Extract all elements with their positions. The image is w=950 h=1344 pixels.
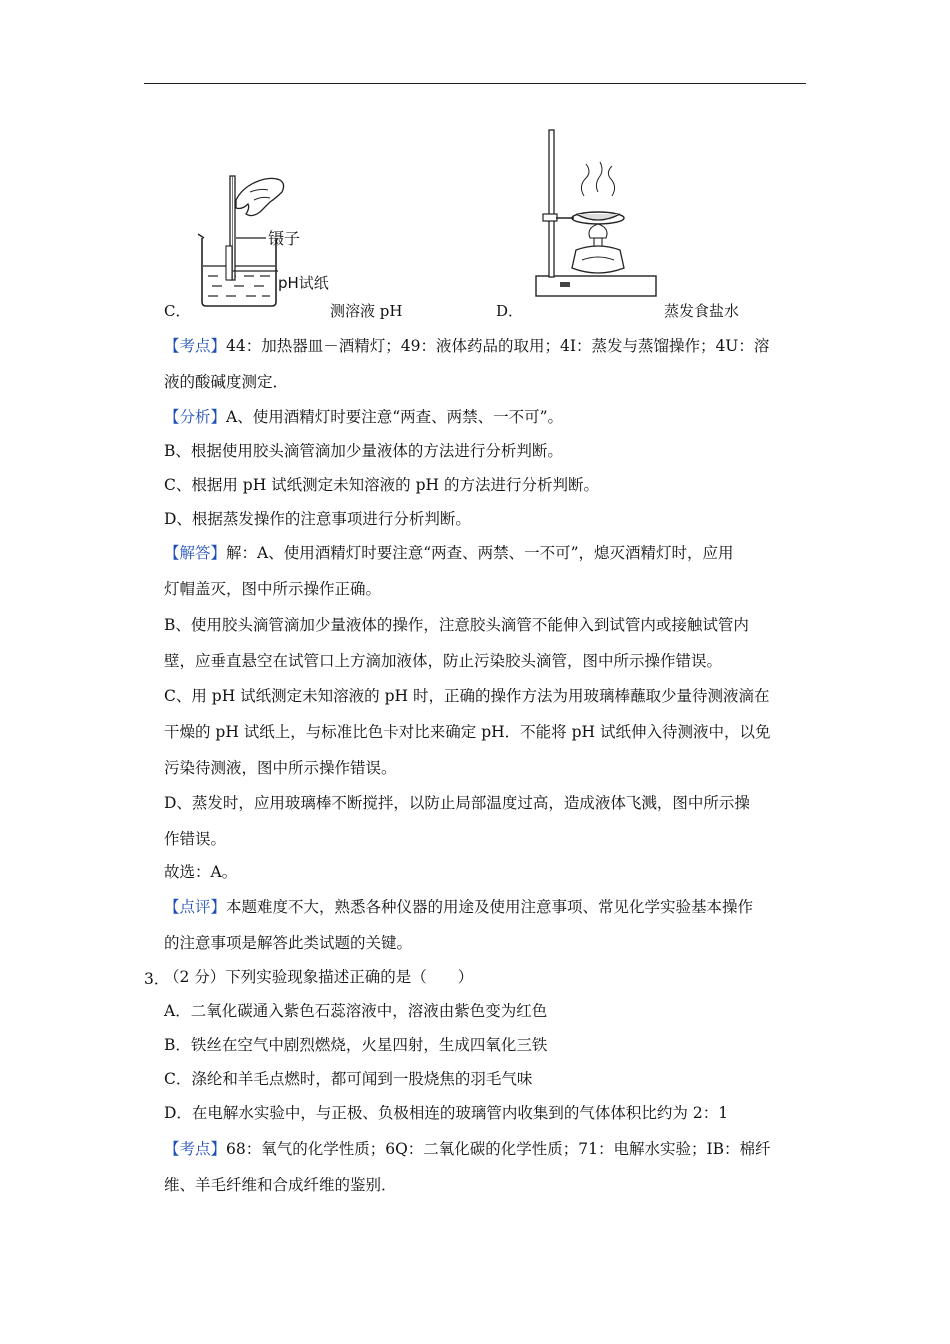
fenxi-line1: 【分析】A、使用酒精灯时要注意“两查、两禁、一不可”。 (164, 408, 564, 426)
option-d-label: D． (496, 302, 524, 320)
question-3-number: 3． (144, 970, 170, 988)
evaporation-illustration (530, 126, 660, 302)
fenxi-tag: 【分析】 (164, 408, 227, 426)
jieda-line6: 干燥的 pH 试纸上，与标准比色卡对比来确定 pH．不能将 pH 试纸伸入待测液中，以免 (164, 723, 771, 741)
jieda-line3: B、使用胶头滴管滴加少量液体的操作，注意胶头滴管不能伸入到试管内或接触试管内 (164, 616, 749, 634)
ph-paper-label: pH试纸 (278, 274, 329, 292)
jieda-line5: C、用 pH 试纸测定未知溶液的 pH 时，正确的操作方法为用玻璃棒蘸取少量待测液滴在 (164, 687, 770, 705)
option-c-caption: 测溶液 pH (330, 302, 403, 320)
kaodian-1-line1: 【考点】44：加热器皿－酒精灯；49：液体药品的取用；4I：蒸发与蒸馏操作；4U：溶 (164, 337, 770, 355)
option-d-caption: 蒸发食盐水 (664, 302, 740, 320)
question-3-stem: （2 分）下列实验现象描述正确的是（ ） (164, 968, 474, 986)
kaodian-2-line1: 【考点】68：氧气的化学性质；6Q：二氧化碳的化学性质；71：电解水实验；IB：棉纤 (164, 1140, 771, 1158)
tweezers-label: 镊子 (268, 229, 301, 248)
dianping-line1: 【点评】本题难度不大，熟悉各种仪器的用途及使用注意事项、常见化学实验基本操作 (164, 898, 754, 916)
jieda-tag: 【解答】 (164, 544, 227, 562)
option-c-label: C． (164, 302, 191, 320)
fenxi-line2: B、根据使用胶头滴管滴加少量液体的方法进行分析判断。 (164, 442, 563, 460)
question-3-option-d: D．在电解水实验中，与正极、负极相连的玻璃管内收集到的气体体积比约为 2：1 (164, 1104, 729, 1122)
dianping-tag: 【点评】 (164, 898, 227, 916)
question-3-option-b: B．铁丝在空气中剧烈燃烧，火星四射，生成四氧化三铁 (164, 1036, 548, 1054)
header-rule (144, 83, 806, 84)
jieda-line9: 作错误。 (164, 830, 227, 848)
jieda-line7: 污染待测液，图中所示操作错误。 (164, 759, 397, 777)
kaodian-tag: 【考点】 (164, 1140, 227, 1158)
jieda-line4: 壁，应垂直悬空在试管口上方滴加液体，防止污染胶头滴管，图中所示操作错误。 (164, 652, 723, 670)
jieda-line2: 灯帽盖灭，图中所示操作正确。 (164, 580, 382, 598)
kaodian-2-line2: 维、羊毛纤维和合成纤维的鉴别． (164, 1176, 397, 1194)
jieda-line1: 【解答】解：A、使用酒精灯时要注意“两查、两禁、一不可”，熄灭酒精灯时，应用 (164, 544, 734, 562)
ph-test-illustration (190, 168, 350, 310)
question-3-option-a: A．二氧化碳通入紫色石蕊溶液中，溶液由紫色变为红色 (164, 1002, 548, 1020)
dianping-line2: 的注意事项是解答此类试题的关键。 (164, 934, 413, 952)
question-3-option-c: C．涤纶和羊毛点燃时，都可闻到一股烧焦的羽毛气味 (164, 1070, 533, 1088)
kaodian-tag: 【考点】 (164, 337, 227, 355)
jieda-answer: 故选：A。 (164, 863, 238, 881)
kaodian-1-line2: 液的酸碱度测定． (164, 373, 289, 391)
fenxi-line3: C、根据用 pH 试纸测定未知溶液的 pH 的方法进行分析判断。 (164, 476, 599, 494)
fenxi-line4: D、根据蒸发操作的注意事项进行分析判断。 (164, 510, 471, 528)
jieda-line8: D、蒸发时，应用玻璃棒不断搅拌，以防止局部温度过高，造成液体飞溅，图中所示操 (164, 794, 750, 812)
